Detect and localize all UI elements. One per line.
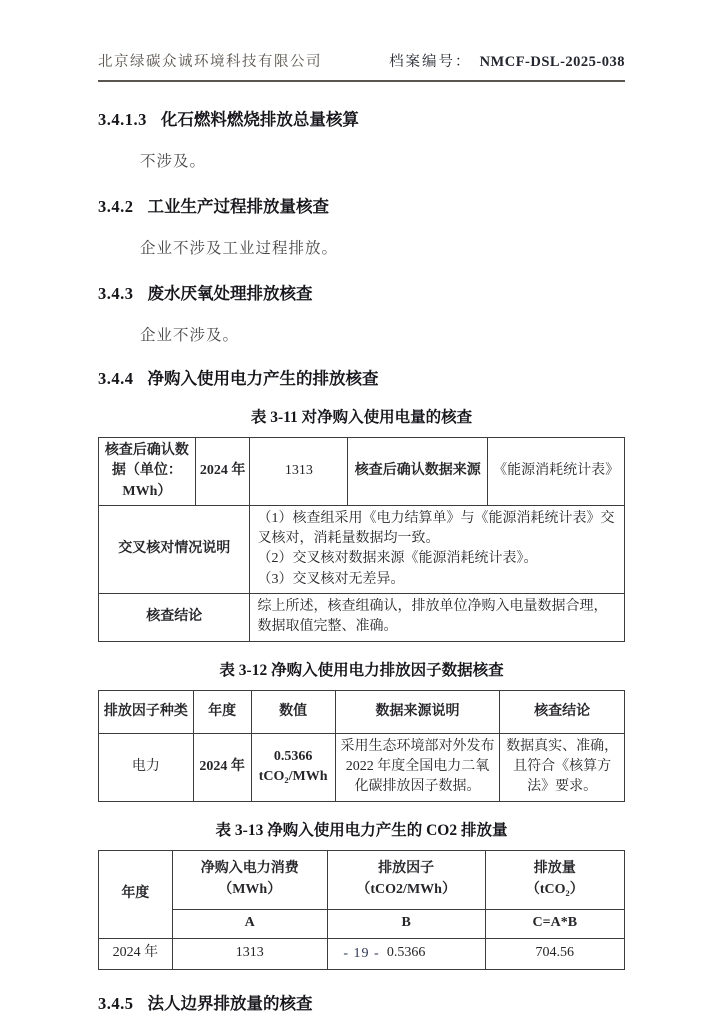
t12-col-source: 数据来源说明 — [335, 690, 500, 733]
heading-3-4-4 — [98, 365, 625, 389]
paragraph-not-involved: 不涉及。 — [140, 153, 207, 170]
file-number-value: NMCF-DSL-2025-038 — [479, 54, 625, 70]
heading-number: 3.4.5 — [98, 993, 134, 1013]
table-header-row — [99, 850, 625, 909]
t13-col-year: 年度 — [99, 850, 173, 938]
t13-col-emission — [485, 850, 624, 909]
table-row — [99, 594, 625, 642]
table-header-row — [99, 690, 625, 733]
t12-value: 0.5366 tCO₂/MWh — [251, 733, 335, 801]
table-3-12-caption: 表 3-12 净购入使用电力排放因子数据核查 — [219, 661, 504, 679]
crosscheck-line-2: （2）交叉核对数据来源《能源消耗统计表》。 — [257, 551, 538, 567]
t11-conclusion-label: 核查结论 — [99, 594, 250, 642]
t12-year: 2024 年 — [193, 733, 251, 801]
heading-3-4-2 — [98, 193, 625, 217]
t12-col-value: 数值 — [251, 690, 335, 733]
heading-3-4-3 — [98, 280, 625, 304]
col-title: 排放因子 — [378, 861, 435, 877]
crosscheck-line-1: （1）核查组采用《电力结算单》与《能源消耗统计表》交叉核对，消耗量数据均一致。 — [257, 510, 615, 547]
t11-source-value: 《能源消耗统计表》 — [488, 438, 625, 506]
heading-text: 法人边界排放量的核查 — [147, 993, 313, 1013]
t12-col-year: 年度 — [193, 690, 251, 733]
table-3-12 — [98, 690, 625, 802]
table-row — [99, 733, 625, 801]
t13-year: 2024 年 — [99, 938, 173, 969]
heading-number: 3.4.4 — [98, 369, 134, 388]
col-title: 排放量 — [533, 861, 576, 877]
t11-crosscheck-text — [250, 505, 625, 593]
table-3-11-caption: 表 3-11 对净购入使用电量的核查 — [250, 409, 473, 426]
t13-formula-a: A — [172, 909, 327, 938]
table-3-13-caption: 表 3-13 净购入使用电力产生的 CO2 排放量 — [215, 821, 508, 839]
t11-source-label: 核查后确认数据来源 — [348, 438, 488, 506]
t11-crosscheck-label: 交叉核对情况说明 — [99, 505, 250, 593]
t13-emission: 704.56 — [485, 938, 624, 969]
col-unit: （tCO2/MWh） — [356, 881, 456, 897]
heading-3-4-1-3 — [98, 106, 625, 130]
table-row — [99, 438, 625, 506]
t13-formula-b: B — [327, 909, 485, 938]
heading-text: 废水厌氧处理排放核查 — [147, 284, 313, 303]
t12-factor-type: 电力 — [99, 733, 194, 801]
table-row — [99, 505, 625, 593]
t12-source: 采用生态环境部对外发布 2022 年度全国电力二氧化碳排放因子数据。 — [335, 733, 500, 801]
t13-col-factor — [327, 850, 485, 909]
heading-3-4-5 — [98, 990, 625, 1014]
t11-value: 1313 — [250, 438, 348, 506]
t12-conclusion: 数据真实、准确，且符合《核算方法》要求。 — [500, 733, 625, 801]
t13-formula-c: C=A*B — [485, 909, 624, 938]
col-unit: （tCO₂） — [525, 881, 584, 897]
heading-text: 净购入使用电力产生的排放核查 — [147, 369, 379, 388]
heading-number: 3.4.1.3 — [98, 110, 147, 129]
heading-number: 3.4.2 — [98, 197, 134, 216]
page-header — [98, 0, 625, 82]
file-number-label: 档案编号： — [389, 54, 472, 70]
crosscheck-line-3: （3）交叉核对无差异。 — [257, 571, 405, 587]
col-title: 净购入电力消费 — [200, 861, 299, 877]
t13-consumption: 1313 — [172, 938, 327, 969]
heading-text: 工业生产过程排放量核查 — [147, 197, 329, 216]
t12-col-conclusion: 核查结论 — [500, 690, 625, 733]
t11-year: 2024 年 — [195, 438, 250, 506]
t12-col-factor-type: 排放因子种类 — [99, 690, 194, 733]
heading-number: 3.4.3 — [98, 284, 134, 303]
paragraph-no-industrial-process: 企业不涉及工业过程排放。 — [140, 240, 339, 257]
paragraph-not-involved-2: 企业不涉及。 — [140, 327, 240, 344]
table-3-11 — [98, 437, 625, 642]
t11-conclusion-text: 综上所述，核查组确认，排放单位净购入电量数据合理，数据取值完整、准确。 — [250, 594, 625, 642]
heading-text: 化石燃料燃烧排放总量核算 — [160, 110, 359, 129]
company-name: 北京绿碳众诚环境科技有限公司 — [98, 54, 322, 70]
t13-factor: 0.5366 — [327, 938, 485, 969]
col-unit: （MWh） — [218, 881, 282, 897]
file-number — [389, 50, 625, 71]
table-header-row — [99, 909, 625, 938]
t13-col-consumption — [172, 850, 327, 909]
t11-confirmed-data-label: 核查后确认数据（单位：MWh） — [99, 438, 196, 506]
page-number: - 19 - — [343, 946, 380, 961]
